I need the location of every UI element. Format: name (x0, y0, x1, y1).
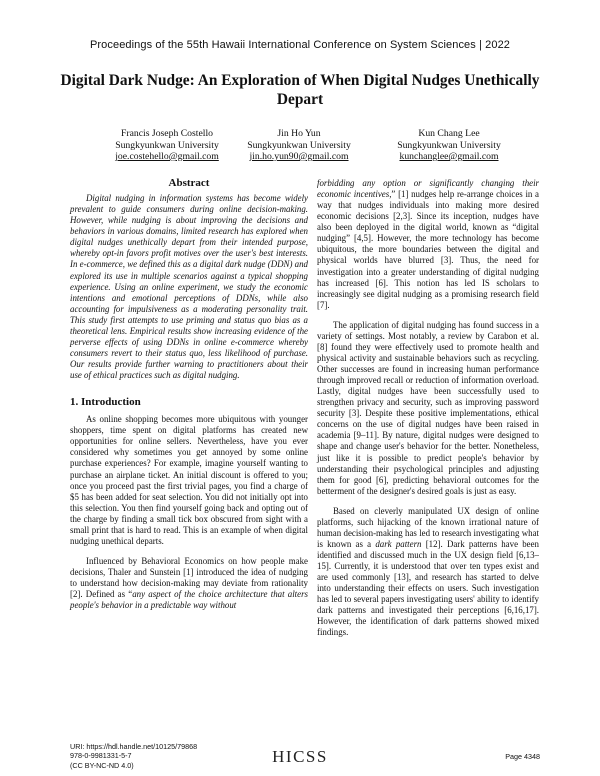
author-name: Francis Joseph Costello (120, 128, 214, 139)
intro-paragraph-1: As online shopping becomes more ubiquitous with younger shoppers, time spent on digital platforms has created new opportunities for online sellers. Nevertheless, have you ever considered why sometimes you get annoyed by some online purchase experiences? For example, imagine yourself wanting to purchase an airplane ticket. An initial discount is offered to you; once you proceed past the first trivial pages, you find a charge of $5 has been added for seat selection. You did not initially opt into this selection. You then find yourself going back and opting out of the charge by finding a small tick box obscured from sight with a small print that is hard to read. This is an example of when digital nudging unethical departs. (70, 414, 308, 546)
nudge-definition-quote: any aspect of the choice architecture that alters people's behavior in a predictable way without (70, 589, 308, 611)
nudge-definition-quote-end: forbidding any option or significantly changing their economic incentives, (317, 178, 539, 200)
hicss-logo: HICSS (272, 747, 328, 766)
introduction-heading: 1. Introduction (70, 396, 141, 409)
intro-paragraph-4-rest: [12]. Dark patterns have been identified and discussed much in the UX design field [6,13–15]. Currently, it is understood that over ten types exist and are used commonly [13], and research has started to delve into understanding their effects on users. Such investigation has led to several papers investigating users' ability to identify dark patterns and investigated their perceptions [6,16,17]. However, the identification of dark patterns showed mixed findings. (317, 538, 539, 638)
author-affiliation: Sungkyunkwan University (115, 139, 219, 151)
footer-isbn: 978-0-9981331-5-7 (70, 751, 132, 761)
author-2 (214, 128, 384, 163)
proceedings-header: Proceedings of the 55th Hawaii International Conference on System Sciences | 2022 (89, 39, 511, 51)
paper-title: Digital Dark Nudge: An Exploration of When Digital Nudges Unethically Depart (60, 72, 540, 108)
author-email[interactable]: kunchanglee@gmail.com (399, 151, 499, 162)
left-column (70, 178, 308, 611)
intro-paragraph-3: The application of digital nudging has found success in a variety of settings. Most notably, a review by Carabon et al. [8] found they were effectively used to promote health and physical activity and sustainable behaviors such as recycling. Other successes are found in increasing human performance through improved recall or reduction of information overload. Lastly, digital nudges have been successfully used to strengthen privacy and security, such as improving password security [3]. Despite these positive implementations, ethical concerns on the use of digital nudges have been raised in academia [9–11]. By nature, digital nudges were designed to shape and change user's behavior for the better. Nonetheless, just like it is possible to predict people's behavior by understanding their psychological principles and adjusting them for good [6], predicting behavioral outcomes for the betterment of the designer's desired goals is just as easy. (317, 319, 539, 496)
author-affiliation: Sungkyunkwan University (397, 139, 501, 151)
footer-uri[interactable]: URI: https://hdl.handle.net/10125/79868 (70, 742, 198, 751)
author-3 (364, 128, 534, 163)
abstract-heading: Abstract (168, 177, 210, 189)
author-block (0, 128, 600, 168)
dark-pattern-term: dark pattern (375, 538, 422, 549)
intro-paragraph-2-continued-text: ” [1] nudges help re-arrange choices in a way that nudges individuals into making more desired economic decisions [2,3]. Since its inception, nudges have also been deployed in the digital world, known as “digital nudging” [4,5]. However, the more technology has become ubiquitous, the more boundaries between the digital and physical worlds have blurred [3]. Thus, the need for investigation into a greater understanding of digital nudging has increased [6]. This notion has led IS scholars to increasingly see digital nudging as a promising research field [7]. (317, 189, 539, 310)
intro-paragraph-2 (70, 556, 308, 611)
author-email[interactable]: joe.costehello@gmail.com (115, 151, 219, 162)
page-number: Page 4348 (505, 752, 540, 761)
footer-info (70, 742, 197, 770)
right-column (317, 178, 539, 639)
author-name: Jin Ho Yun (277, 128, 321, 139)
author-email[interactable]: jin.ho.yun90@gmail.com (249, 151, 349, 162)
intro-paragraph-4-text: Based on cleverly manipulated UX design of online platforms, such hijacking of the known irrational nature of human decision-making has led to research investigating what is known as a (317, 505, 539, 549)
intro-paragraph-4 (317, 506, 539, 639)
footer-license: (CC BY-NC-ND 4.0) (70, 760, 134, 770)
intro-paragraph-2-text: Influenced by Behavioral Economics on how people make decisions, Thaler and Sunstein [1] introduced the idea of nudging to understand how decision-making may deviate from rationality [2]. Defined as “ (70, 555, 308, 600)
author-name: Kun Chang Lee (418, 128, 480, 139)
intro-paragraph-2-continued (317, 178, 539, 311)
author-affiliation: Sungkyunkwan University (247, 139, 351, 151)
abstract-text: Digital nudging in information systems has become widely prevalent to guide consumers during online decision-making. However, while nudging is about improving the decisions and behaviors in various domains, limited research has explored when digital nudges unethically depart from their intended purpose, whereby opt-in favors profit motives over the user's best interests. In e-commerce, we defined this as a digital dark nudge (DDN) and explored its use in multiple scenarios against a typical shopping experience. Using an online experiment, we study the economic intentions and emotional perceptions of DDNs, while also accounting for impulsiveness as a moderating personality trait. This study first attempts to use priming and status quo bias as a theoretical lens. Empirical results show increasing evidence of the perverse effects of using DDNs in online e-commerce whereby consumers revert to their status quo, less likelihood of purchase. Our results provide further warning to practitioners about their use of ethical practices such as digital nudging. (70, 193, 308, 381)
